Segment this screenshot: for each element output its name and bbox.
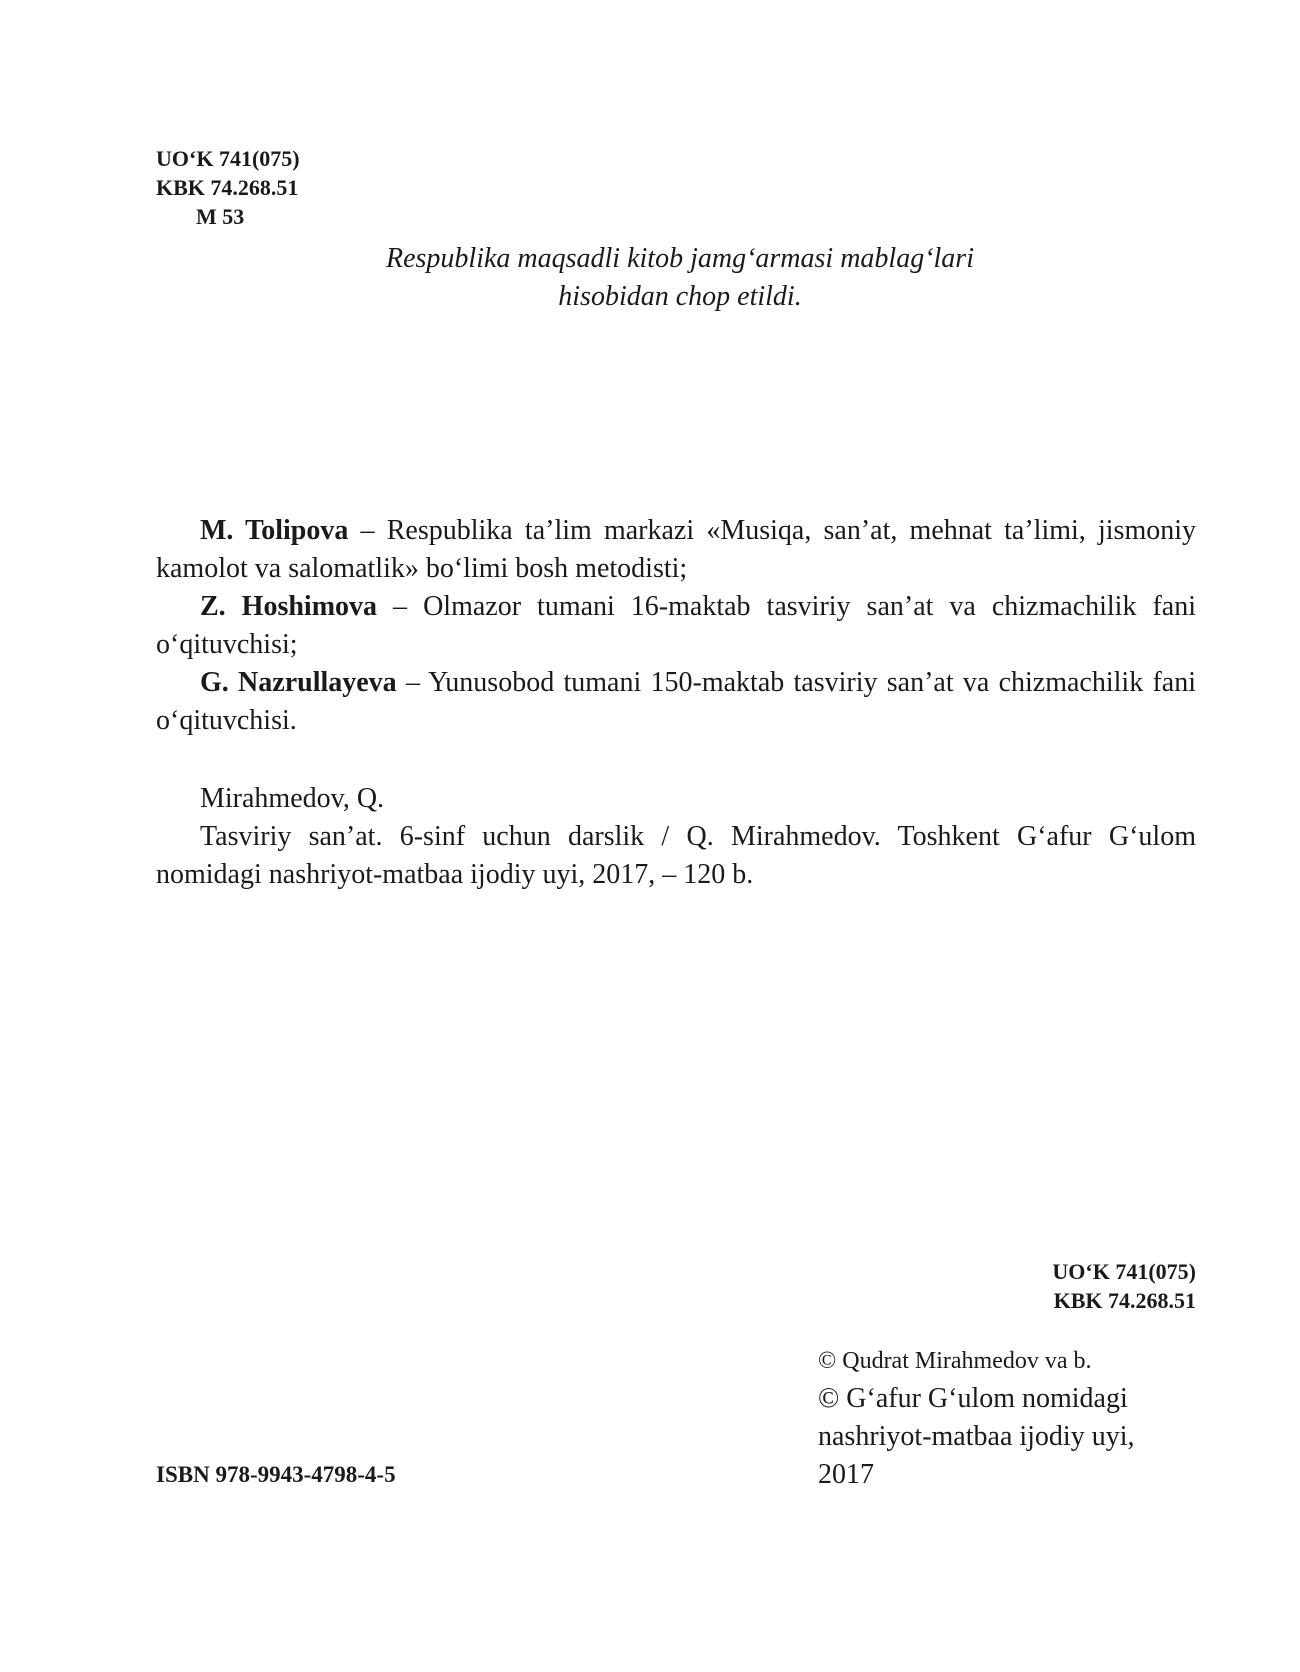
reviewers-list [156, 512, 1196, 740]
copyright-block [818, 1342, 1198, 1494]
classification-codes-top [156, 144, 300, 231]
funding-note-line: hisobidan chop etildi. [558, 281, 802, 312]
copyright-line: nashriyot-matbaa ijodiy uyi, [818, 1421, 1135, 1452]
bbk-code: KBK 74.268.51 [1053, 1288, 1196, 1313]
author-mark: M 53 [196, 204, 245, 229]
udc-code: UO‘K 741(075) [156, 146, 300, 171]
isbn: ISBN 978-9943-4798-4-5 [156, 1462, 396, 1487]
funding-note [290, 240, 1070, 316]
bbk-code: KBK 74.268.51 [156, 175, 299, 200]
udc-code: UO‘K 741(075) [1052, 1259, 1196, 1284]
bibliographic-record [156, 780, 1196, 894]
copyright-line: © G‘afur G‘ulom nomidagi [818, 1383, 1128, 1414]
reviewer-entry [156, 588, 1196, 664]
reviewer-description: – Olmazor tumani 16-maktab tasviriy san’at va chizmachilik fani o‘qituvchisi; [156, 591, 1197, 660]
reviewer-name: G. Nazrullayeva [200, 667, 397, 698]
reviewer-description: – Yunusobod tumani 150-maktab tasviriy san’at va chizmachilik fani o‘qituvchisi. [156, 667, 1196, 736]
reviewer-description: – Respublika ta’lim markazi «Musiqa, san’at, mehnat ta’limi, jismoniy kamolot va salomatlik» bo‘limi bosh metodisti; [156, 515, 1196, 584]
biblio-author: Mirahmedov, Q. [200, 783, 385, 814]
reviewer-name: M. Tolipova [200, 515, 349, 546]
funding-note-line: Respublika maqsadli kitob jamg‘armasi mablag‘lari [386, 243, 974, 274]
reviewer-entry [156, 512, 1196, 588]
biblio-description: Tasviriy san’at. 6-sinf uchun darslik / Q. Mirahmedov. Toshkent G‘afur G‘ulom nomidagi nashriyot-matbaa ijodiy uyi, 2017, – 120 b. [156, 821, 1196, 890]
reviewer-name: Z. Hoshimova [200, 591, 378, 622]
copyright-line: © Qudrat Mirahmedov va b. [818, 1348, 1092, 1374]
reviewer-entry [156, 664, 1196, 740]
classification-codes-bottom [1052, 1257, 1196, 1315]
copyright-line: 2017 [818, 1459, 874, 1490]
